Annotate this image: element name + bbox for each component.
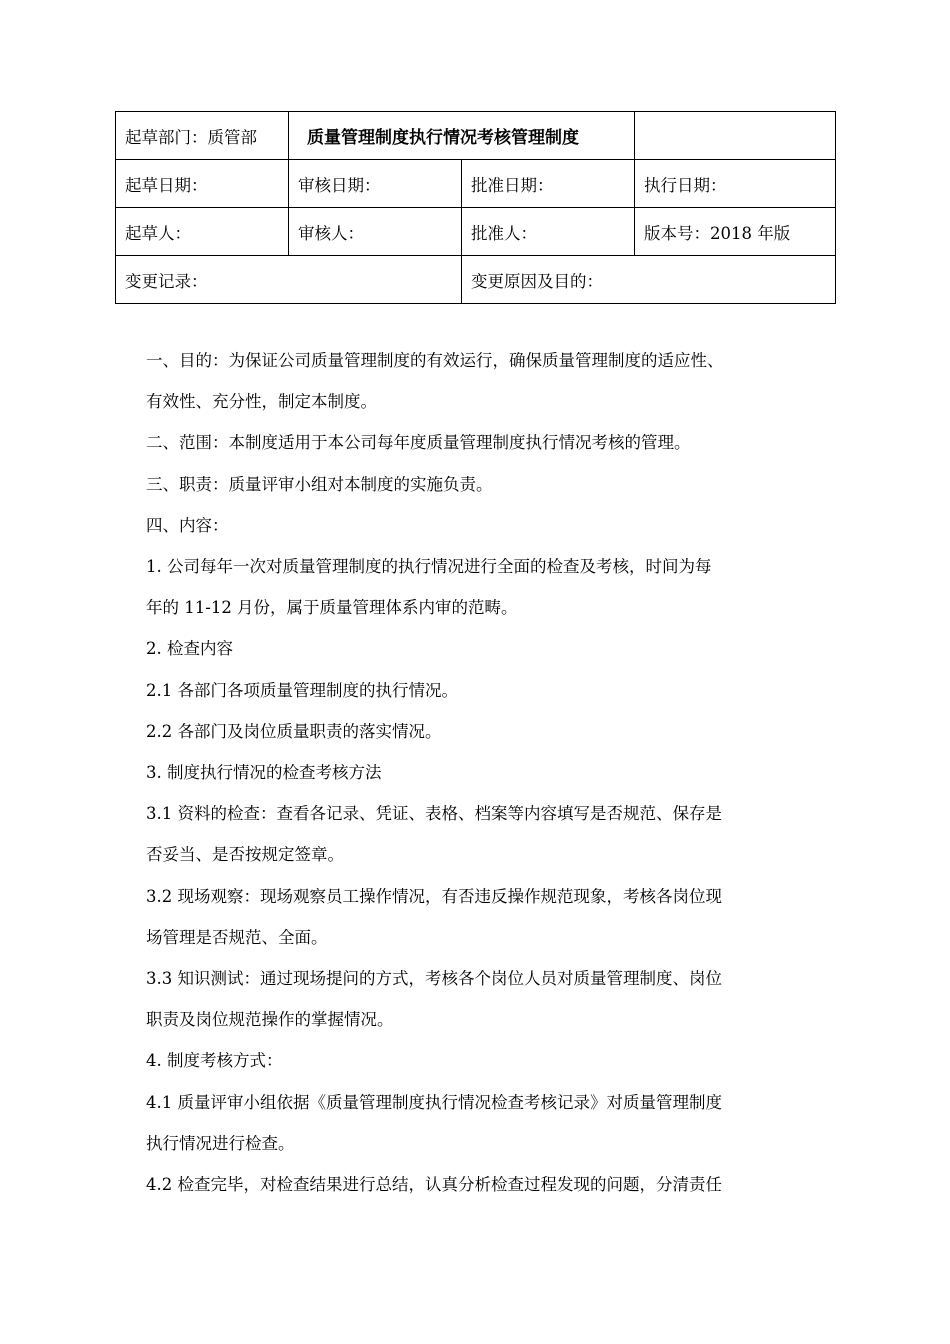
body-line: 2. 检查内容 [146,639,233,659]
body-line: 否妥当、是否按规定签章。 [146,845,344,865]
body-line: 有效性、充分性，制定本制度。 [146,392,377,412]
body-line: 4.2 检查完毕，对检查结果进行总结，认真分析检查过程发现的问题，分清责任 [146,1175,722,1195]
draft-date-cell: 起草日期： [116,160,289,208]
body-line: 一、目的：为保证公司质量管理制度的有效运行，确保质量管理制度的适应性、 [146,351,724,370]
title-extra-cell [635,112,836,160]
body-line: 四、内容： [146,515,229,535]
body-line: 职责及岗位规范操作的掌握情况。 [146,1010,394,1030]
body-line: 执行情况进行检查。 [146,1133,295,1153]
body-line: 2.2 各部门及岗位质量职责的落实情况。 [146,721,442,741]
body-line: 二、范围：本制度适用于本公司每年度质量管理制度执行情况考核的管理。 [146,433,691,453]
approver-cell: 批准人： [462,208,635,256]
body-line: 2.1 各部门各项质量管理制度的执行情况。 [146,680,458,700]
body-line: 3.2 现场观察：现场观察员工操作情况，有否违反操作规范现象，考核各岗位现 [146,886,722,906]
header-row-3 [116,208,836,256]
change-reason-cell: 变更原因及目的： [462,256,836,304]
header-row-2 [116,160,836,208]
document-body [146,340,821,1205]
body-line: 4.1 质量评审小组依据《质量管理制度执行情况检查考核记录》对质量管理制度 [146,1092,722,1112]
change-record-cell: 变更记录： [116,256,462,304]
body-line: 3. 制度执行情况的检查考核方法 [146,763,382,783]
header-row-1 [116,112,836,160]
document-header-table [115,111,836,304]
reviewer-cell: 审核人： [289,208,462,256]
review-date-cell: 审核日期： [289,160,462,208]
header-row-4 [116,256,836,304]
body-line: 3.1 资料的检查：查看各记录、凭证、表格、档案等内容填写是否规范、保存是 [146,804,722,824]
version-cell: 版本号：2018 年版 [635,208,836,256]
approve-date-cell: 批准日期： [462,160,635,208]
body-line: 年的 11-12 月份，属于质量管理体系内审的范畴。 [146,598,518,618]
body-line: 场管理是否规范、全面。 [146,927,328,947]
body-line: 3.3 知识测试：通过现场提问的方式，考核各个岗位人员对质量管理制度、岗位 [146,969,722,989]
body-line: 4. 制度考核方式： [146,1051,283,1071]
dept-cell: 起草部门：质管部 [116,112,289,160]
body-line: 1. 公司每年一次对质量管理制度的执行情况进行全面的检查及考核，时间为每 [146,557,712,577]
exec-date-cell: 执行日期： [635,160,836,208]
document-title: 质量管理制度执行情况考核管理制度 [289,112,635,160]
drafter-cell: 起草人： [116,208,289,256]
body-line: 三、职责：质量评审小组对本制度的实施负责。 [146,474,493,494]
